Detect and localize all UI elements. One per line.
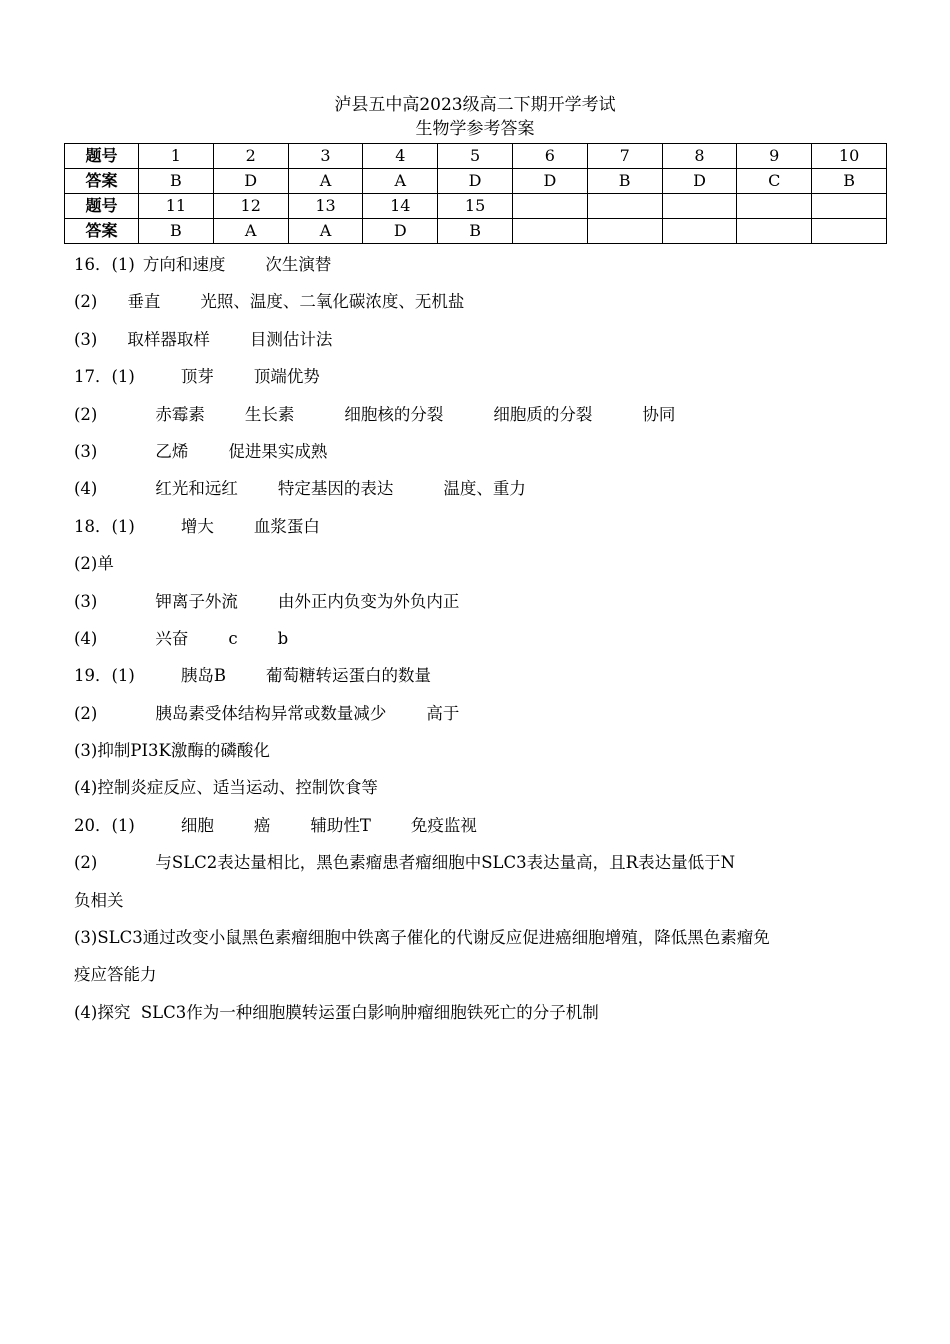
answer-text: 生长素: [244, 404, 295, 424]
answer-line-18-2: [74, 551, 894, 588]
answer-line-17-1: [74, 364, 894, 401]
row-label-answer: 答案: [65, 169, 139, 194]
answer-cell: [587, 219, 662, 244]
question-label: (2): [74, 703, 98, 723]
answer-cell: A: [288, 169, 363, 194]
answer-text: 胰岛素受体结构异常或数量减少: [155, 703, 387, 723]
question-number: 1: [139, 144, 214, 169]
question-number: 6: [512, 144, 587, 169]
answer-text: 顶端优势: [253, 367, 320, 387]
answer-text: 胰岛B: [180, 666, 227, 686]
question-label: 19．(1): [74, 666, 135, 686]
answer-line-19-3: [74, 738, 894, 775]
answer-text: 高于: [426, 703, 460, 723]
answer-text: 赤霉素: [155, 404, 205, 424]
answer-cell: B: [587, 169, 662, 194]
answer-cell: [512, 219, 587, 244]
answer-line-20-3-cont: [74, 962, 894, 999]
question-label: 20．(1): [74, 815, 135, 835]
answer-line-18-3: [74, 589, 894, 626]
answer-text: 增大: [180, 516, 214, 536]
question-label: 17．(1): [74, 367, 135, 387]
answer-text: 取样器取样: [127, 329, 210, 349]
table-row-questions-1: [65, 144, 887, 169]
answer-lines: [74, 252, 894, 1037]
answer-line-20-3: [74, 925, 894, 962]
question-number: [737, 194, 812, 219]
question-label: 18．(1): [74, 516, 135, 536]
question-number: 4: [363, 144, 438, 169]
answer-text: 促进果实成熟: [228, 441, 328, 461]
answer-text: 次生演替: [265, 255, 332, 274]
table-row-answers-1: [65, 169, 887, 194]
answer-text: 血浆蛋白: [253, 516, 320, 536]
answer-cell: A: [363, 169, 438, 194]
question-number: 10: [812, 144, 887, 169]
answer-text: (3)抑制PI3K激酶的磷酸化: [74, 741, 270, 761]
answer-text: c: [228, 628, 238, 648]
row-label-question: 题号: [65, 194, 139, 219]
page-title: 泸县五中高2023级高二下期开学考试: [334, 95, 616, 115]
question-number: [587, 194, 662, 219]
question-number: 12: [213, 194, 288, 219]
answer-text: 与SLC2表达量相比，黑色素瘤患者瘤细胞中SLC3表达量高，且R表达量低于N: [155, 853, 736, 873]
page-subtitle: 生物学参考答案: [415, 119, 535, 139]
question-number: 7: [587, 144, 662, 169]
answer-text: 协同: [642, 404, 676, 424]
question-number: 14: [363, 194, 438, 219]
answer-text: 兴奋: [155, 628, 189, 648]
answer-line-16-1: [74, 252, 894, 289]
answer-table: [64, 143, 887, 244]
question-label: (2): [74, 853, 98, 873]
answer-text: 疫应答能力: [74, 965, 157, 985]
answer-text: (3)SLC3通过改变小鼠黑色素瘤细胞中铁离子催化的代谢反应促进癌细胞增殖，降低黑色素瘤免: [74, 928, 770, 948]
answer-text: 乙烯: [155, 441, 189, 461]
question-number: 8: [662, 144, 737, 169]
question-number: [512, 194, 587, 219]
answer-line-16-3: [74, 327, 894, 364]
answer-text: 葡萄糖转运蛋白的数量: [266, 666, 432, 686]
answer-cell: [812, 219, 887, 244]
question-label: (3): [74, 329, 98, 349]
answer-text: 特定基因的表达: [277, 479, 394, 499]
answer-text: 钾离子外流: [155, 591, 238, 611]
question-number: 15: [438, 194, 513, 219]
answer-text: 免疫监视: [410, 815, 477, 835]
answer-cell: B: [438, 219, 513, 244]
question-number: 13: [288, 194, 363, 219]
answer-text: 辅助性T: [310, 815, 371, 835]
question-label: (4): [74, 628, 98, 648]
answer-cell: D: [662, 169, 737, 194]
question-number: 11: [139, 194, 214, 219]
answer-text: (4)控制炎症反应、适当运动、控制饮食等: [74, 778, 378, 798]
answer-text: 细胞核的分裂: [344, 404, 444, 424]
answer-line-17-2: [74, 402, 894, 439]
answer-text: (2)单: [74, 554, 114, 574]
answer-text: 红光和远红: [155, 479, 238, 499]
answer-line-20-1: [74, 813, 894, 850]
question-label: (3): [74, 591, 98, 611]
answer-line-19-4: [74, 775, 894, 812]
answer-text: 垂直: [127, 292, 161, 312]
answer-cell: A: [288, 219, 363, 244]
answer-text: 方向和速度: [142, 255, 226, 274]
answer-cell: A: [213, 219, 288, 244]
answer-line-18-1: [74, 514, 894, 551]
answer-cell: B: [139, 169, 214, 194]
answer-line-19-2: [74, 701, 894, 738]
answer-cell: B: [139, 219, 214, 244]
question-label: (4): [74, 479, 98, 499]
answer-text: 由外正内负变为外负内正: [277, 591, 460, 611]
answer-line-16-2: [74, 289, 894, 326]
answer-line-19-1: [74, 663, 894, 700]
answer-line-17-4: [74, 476, 894, 513]
answer-text: (4)探究 SLC3作为一种细胞膜转运蛋白影响肿瘤细胞铁死亡的分子机制: [74, 1002, 599, 1022]
answer-line-20-4: [74, 1000, 894, 1037]
answer-cell: D: [438, 169, 513, 194]
question-number: 3: [288, 144, 363, 169]
answer-cell: [737, 219, 812, 244]
answer-text: 负相关: [74, 890, 124, 910]
answer-text: 癌: [253, 815, 271, 835]
answer-text: 光照、温度、二氧化碳浓度、无机盐: [200, 292, 465, 312]
answer-cell: D: [213, 169, 288, 194]
question-number: 9: [737, 144, 812, 169]
question-label: (2): [74, 404, 98, 424]
table-row-questions-2: [65, 194, 887, 219]
question-number: [662, 194, 737, 219]
table-row-answers-2: [65, 219, 887, 244]
question-number: [812, 194, 887, 219]
question-number: 5: [438, 144, 513, 169]
answer-cell: D: [512, 169, 587, 194]
answer-text: 细胞质的分裂: [493, 404, 593, 424]
row-label-question: 题号: [65, 144, 139, 169]
answer-line-20-2-cont: [74, 888, 894, 925]
answer-line-17-3: [74, 439, 894, 476]
answer-line-18-4: [74, 626, 894, 663]
answer-text: b: [277, 628, 289, 648]
answer-cell: C: [737, 169, 812, 194]
answer-text: 目测估计法: [249, 329, 333, 349]
answer-cell: B: [812, 169, 887, 194]
answer-cell: D: [363, 219, 438, 244]
answer-text: 温度、重力: [443, 479, 526, 499]
answer-cell: [662, 219, 737, 244]
answer-line-20-2: [74, 850, 894, 887]
question-number: 2: [213, 144, 288, 169]
question-label: (2): [74, 292, 98, 312]
question-label: (3): [74, 441, 98, 461]
row-label-answer: 答案: [65, 219, 139, 244]
answer-text: 细胞: [180, 815, 214, 835]
question-label: 16．(1): [74, 255, 135, 274]
answer-text: 顶芽: [180, 367, 214, 387]
